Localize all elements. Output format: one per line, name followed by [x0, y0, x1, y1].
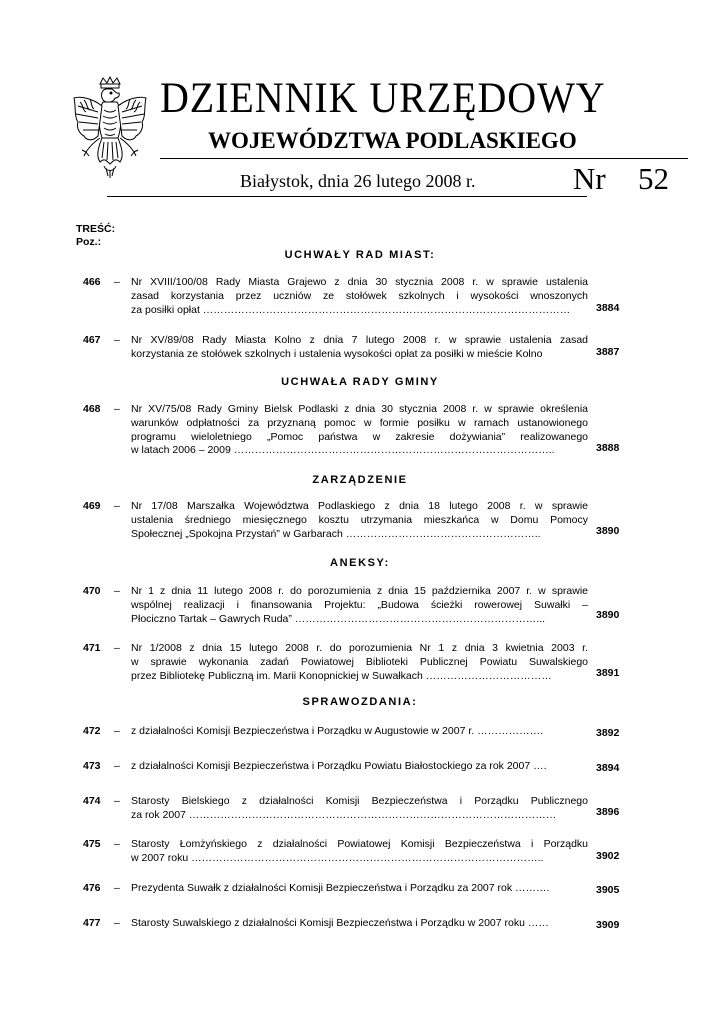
entry-position: 469	[83, 500, 101, 512]
header-divider-top	[160, 158, 688, 159]
entry-dash: –	[114, 795, 120, 807]
entry-line: Społecznej „Spokojna Przystań” w Garbarach ………………………………………………..	[131, 527, 541, 540]
entry-page-number: 3887	[596, 346, 620, 358]
entry-position: 471	[83, 642, 101, 654]
entry-position: 476	[83, 882, 101, 894]
entry-line: Starosty Łomżyńskiego z działalności Powiatowej Komisji Bezpieczeństwa i Porządku	[131, 838, 588, 850]
polish-eagle-emblem-icon	[70, 76, 150, 180]
section-heading: UCHWAŁY RAD MIAST:	[284, 249, 436, 261]
entry-page-number: 3890	[596, 609, 620, 621]
entry-line: wspólnej realizacji i finansowania Projektu: „Budowa ścieżki rowerowej Suwałki –	[131, 598, 588, 611]
entry-position: 474	[83, 795, 101, 807]
entry-line: Nr XV/75/08 Rady Gminy Bielsk Podlaski z dnia 30 stycznia 2008 r. w sprawie określenia	[131, 403, 588, 415]
entry-page-number: 3890	[596, 525, 620, 537]
toc-label: TREŚĆ:	[76, 223, 116, 235]
page-title: DZIENNIK URZĘDOWY	[160, 75, 606, 122]
entry-dash: –	[114, 585, 120, 597]
entry-position: 473	[83, 760, 101, 772]
entry-dash: –	[114, 725, 120, 737]
entry-page-number: 3902	[596, 850, 620, 862]
entry-line: w latach 2006 – 2009 ………………………………………………………………………………..	[131, 444, 555, 457]
entry-position: 466	[83, 276, 101, 288]
entry-page-number: 3909	[596, 919, 620, 931]
entry-line: w sprawie wykonania zadań Powiatowej Biblioteki Publicznej Powiatu Suwalskiego	[131, 655, 588, 668]
entry-line: warunków odpłatności za przyznaną pomoc w formie posiłku w ramach ustanowionego	[131, 416, 588, 429]
entry-dash: –	[114, 403, 120, 415]
entry-dash: –	[114, 760, 120, 772]
entry-dash: –	[114, 917, 120, 929]
entry-line: Prezydenta Suwałk z działalności Komisji Bezpieczeństwa i Porządku za 2007 rok ……….	[131, 882, 550, 894]
entry-line: Płociczno Tartak – Gawrych Ruda” ……………………………………………………………...	[131, 612, 546, 625]
header-divider-bottom	[107, 196, 587, 197]
entry-page-number: 3896	[596, 806, 620, 818]
entry-line: Nr 1 z dnia 11 lutego 2008 r. do porozumienia z dnia 15 października 2007 r. w sprawie	[131, 585, 588, 597]
entry-page-number: 3888	[596, 442, 620, 454]
poz-label: Poz.:	[76, 236, 102, 248]
entry-dash: –	[114, 642, 120, 654]
entry-dash: –	[114, 334, 120, 346]
section-heading: ANEKSY:	[330, 557, 390, 569]
entry-position: 472	[83, 725, 101, 737]
entry-line: Nr XVIII/100/08 Rady Miasta Grajewo z dnia 30 stycznia 2008 r. w sprawie ustalenia	[131, 276, 588, 288]
entry-dash: –	[114, 276, 120, 288]
entry-line: z działalności Komisji Bezpieczeństwa i Porządku Powiatu Białostockiego za rok 2007 ….	[131, 760, 547, 772]
entry-dash: –	[114, 882, 120, 894]
entry-line: z działalności Komisji Bezpieczeństwa i Porządku w Augustowie w 2007 r. ……………….	[131, 725, 544, 737]
entry-line: w 2007 roku ………………………………………………………………………………………..	[131, 851, 544, 864]
entry-line: Starosty Bielskiego z działalności Komisji Bezpieczeństwa i Porządku Publicznego	[131, 795, 588, 807]
entry-position: 477	[83, 917, 101, 929]
entry-page-number: 3892	[596, 727, 620, 739]
entry-line: korzystania ze stołówek szkolnych i ustalenia wysokości opłat za posiłki w mieście Kolno	[131, 347, 543, 360]
entry-line: programu wieloletniego „Pomoc państwa w zakresie dożywiania” realizowanego	[131, 430, 588, 443]
section-heading: ZARZĄDZENIE	[312, 474, 408, 486]
entry-dash: –	[114, 838, 120, 850]
entry-position: 467	[83, 334, 101, 346]
section-heading: UCHWAŁA RADY GMINY	[281, 376, 439, 388]
entry-dash: –	[114, 500, 120, 512]
toc-heading	[76, 223, 115, 249]
issue-number-label: Nr	[573, 161, 606, 196]
entry-page-number: 3905	[596, 884, 620, 896]
place-date: Białystok, dnia 26 lutego 2008 r.	[240, 171, 476, 191]
entry-line: zasad korzystania przez uczniów ze stołówek szkolnych i wysokości wnoszonych	[131, 289, 588, 302]
entry-position: 468	[83, 403, 101, 415]
entry-page-number: 3884	[596, 302, 620, 314]
entry-position: 475	[83, 838, 101, 850]
entry-line: Nr 1/2008 z dnia 15 lutego 2008 r. do porozumienia Nr 1 z dnia 3 kwietnia 2003 r.	[131, 642, 588, 654]
entry-page-number: 3894	[596, 762, 620, 774]
issue-number: 52	[638, 161, 669, 196]
entry-position: 470	[83, 585, 101, 597]
entry-line: Starosty Suwalskiego z działalności Komisji Bezpieczeństwa i Porządku w 2007 roku ……	[131, 917, 549, 929]
section-heading: SPRAWOZDANIA:	[302, 696, 418, 708]
entry-line: ustalenia średniego miesięcznego kosztu utrzymania mieszkańca w Domu Pomocy	[131, 513, 588, 526]
entry-line: za rok 2007 ……………………………………………………………………………………………	[131, 808, 557, 821]
page-subtitle: WOJEWÓDZTWA PODLASKIEGO	[208, 128, 577, 153]
entry-line: Nr XV/89/08 Rady Miasta Kolno z dnia 7 lutego 2008 r. w sprawie ustalenia zasad	[131, 334, 588, 346]
entry-line: przez Bibliotekę Publiczną im. Marii Konopnickiej w Suwałkach ………………………………	[131, 669, 552, 682]
entry-page-number: 3891	[596, 667, 620, 679]
entry-line: za posiłki opłat ……………………………………………………………………………………………	[131, 303, 571, 316]
entry-line: Nr 17/08 Marszałka Województwa Podlaskiego z dnia 18 lutego 2008 r. w sprawie	[131, 500, 588, 512]
